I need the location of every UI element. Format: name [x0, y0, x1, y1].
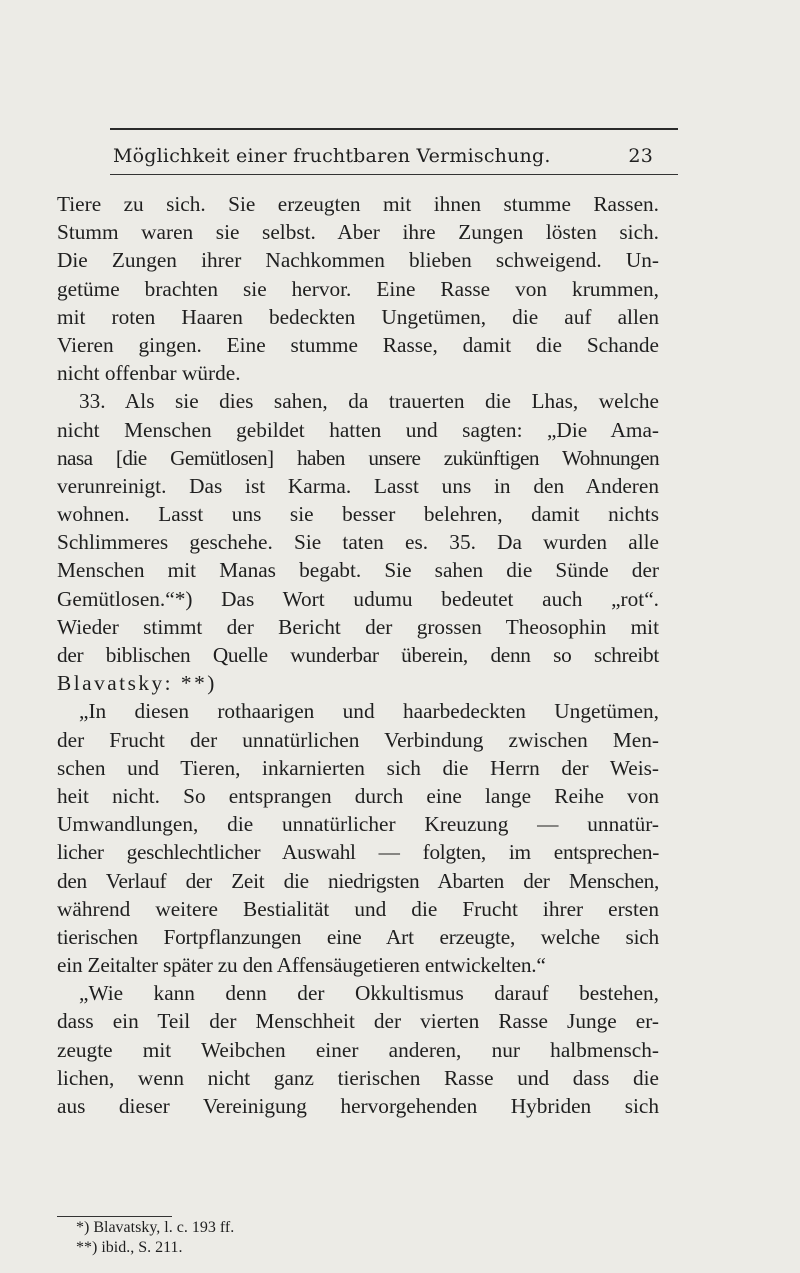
- body-line: nasa [die Gemütlosen] haben unsere zukünftigen Wohnungen: [57, 445, 659, 470]
- body-line: der biblischen Quelle wunderbar überein, denn so schreibt: [57, 643, 659, 667]
- footnote-1: *) Blavatsky, l. c. 193 ff.: [76, 1219, 235, 1236]
- body-line: ein Zeitalter später zu den Affensäugetieren entwickelten.“: [57, 953, 546, 978]
- body-line: Wieder stimmt der Bericht der grossen Theosophin mit: [57, 614, 659, 639]
- body-line: Gemütlosen.“*) Das Wort udumu bedeutet auch „rot“.: [57, 586, 659, 611]
- body-line: der Frucht der unnatürlichen Verbindung zwischen Men-: [57, 727, 659, 752]
- body-line: Menschen mit Manas begabt. Sie sahen die Sünde der: [57, 558, 659, 583]
- body-line: Blavatsky: **): [57, 671, 217, 696]
- page-number: 23: [628, 145, 653, 167]
- body-line: wohnen. Lasst uns sie besser belehren, damit nichts: [57, 502, 659, 527]
- body-line: Schlimmeres geschehe. Sie taten es. 35. Da wurden alle: [57, 530, 659, 555]
- running-title: Möglichkeit einer fruchtbaren Vermischung.: [113, 145, 551, 167]
- body-line: verunreinigt. Das ist Karma. Lasst uns in den Anderen: [57, 473, 659, 498]
- body-text: [57, 190, 659, 1120]
- footnotes: [76, 1218, 476, 1258]
- footnote-rule: [57, 1216, 172, 1217]
- body-line: nicht offenbar würde.: [57, 361, 241, 386]
- body-line: schen und Tieren, inkarnierten sich die Herrn der Weis-: [57, 755, 659, 780]
- body-line: den Verlauf der Zeit die niedrigsten Abarten der Menschen,: [57, 868, 659, 893]
- body-line: tierischen Fortpflanzungen eine Art erzeugte, welche sich: [57, 924, 659, 949]
- body-line: Tiere zu sich. Sie erzeugten mit ihnen stumme Rassen.: [57, 192, 659, 216]
- body-line: heit nicht. So entsprangen durch eine lange Reihe von: [57, 783, 659, 808]
- body-line: mit roten Haaren bedeckten Ungetümen, die auf allen: [57, 304, 659, 329]
- body-line: dass ein Teil der Menschheit der vierten Rasse Junge er-: [57, 1009, 659, 1034]
- body-line: Die Zungen ihrer Nachkommen blieben schweigend. Un-: [57, 248, 659, 273]
- header-rule: [110, 174, 678, 175]
- body-line: Stumm waren sie selbst. Aber ihre Zungen lösten sich.: [57, 220, 659, 245]
- footnote-2: **) ibid., S. 211.: [76, 1239, 183, 1256]
- body-line: 33. Als sie dies sahen, da trauerten die Lhas, welche: [79, 389, 659, 414]
- body-line: aus dieser Vereinigung hervorgehenden Hybriden sich: [57, 1094, 659, 1118]
- body-line: getüme brachten sie hervor. Eine Rasse von krummen,: [57, 276, 659, 301]
- body-line: zeugte mit Weibchen einer anderen, nur halbmensch-: [57, 1037, 659, 1062]
- running-header: [113, 145, 653, 167]
- body-line: Umwandlungen, die unnatürlicher Kreuzung — unnatür-: [57, 812, 659, 837]
- body-line: licher geschlechtlicher Auswahl — folgten, im entsprechen-: [57, 840, 659, 865]
- top-rule: [110, 128, 678, 130]
- body-line: „Wie kann denn der Okkultismus darauf bestehen,: [79, 981, 659, 1006]
- body-line: während weitere Bestialität und die Frucht ihrer ersten: [57, 896, 659, 921]
- body-line: lichen, wenn nicht ganz tierischen Rasse und dass die: [57, 1065, 659, 1090]
- body-line: nicht Menschen gebildet hatten und sagten: „Die Ama-: [57, 417, 659, 442]
- body-line: Vieren gingen. Eine stumme Rasse, damit die Schande: [57, 332, 659, 357]
- body-line: „In diesen rothaarigen und haarbedeckten Ungetümen,: [79, 699, 659, 724]
